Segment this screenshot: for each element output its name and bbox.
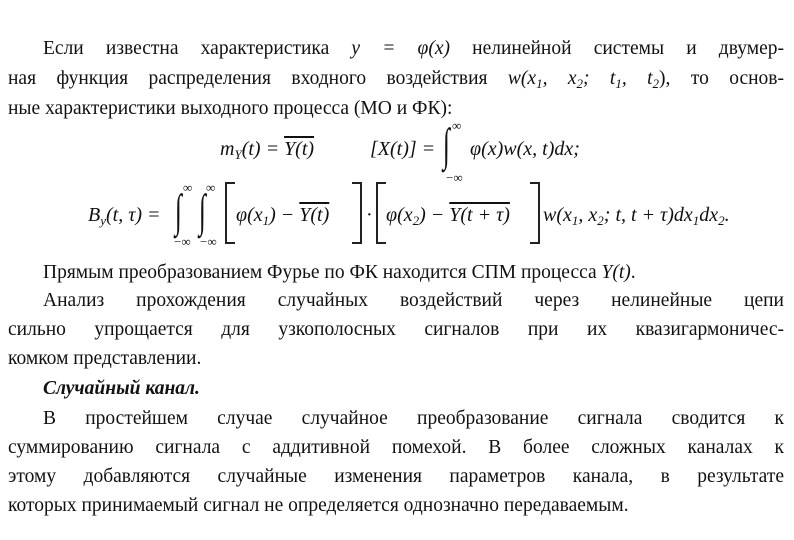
formula-inline: $w(x_1$, $x_2$; $t_1$, $t_2$ [507,68,660,91]
factor2: $\varphi(x_2) - Y(t + \tau)$ [386,204,510,228]
text: Если известна характеристика [43,38,330,59]
integral-upper-limit: ∞ [452,118,462,133]
integral-lower-limit: −∞ [446,170,463,185]
text: ная функция распределения входного воздействия [8,68,488,89]
formula-inline: Y(t) [601,262,631,283]
paragraph4-line4: которых принимаемый сигнал не определяется однозначно передаваемым. [8,495,629,516]
section-heading: Случайный канал. [43,378,200,399]
paragraph3-line1: Анализ прохождения случайных воздействий через нелинейные цепи [43,290,784,311]
factor1: $\varphi(x_1) - Y(t)$ [236,204,330,228]
formula2-tail: $w(x_1$, $x_2$; t, $t + \tau)dx_1dx_2$. [543,204,730,228]
formula1-bracket: [X(t)] = [370,138,436,160]
formula2-lhs: $B_y(t$, τ) = [88,204,161,228]
text: нелинейной системы и двумер- [472,38,785,59]
formula1-lhs: $m_Y(t) = Y(t)$ [220,138,315,162]
integral2-lower-limit: −∞ [200,234,217,249]
paragraph4-line2: суммированию сигнала с аддитивной помехой. В более сложных каналах к [8,437,784,458]
integral1-lower-limit: −∞ [174,234,191,249]
right-bracket [530,182,540,244]
integral1-sign: ∫ [174,185,182,236]
multiply-dot: · [366,204,373,226]
paragraph4-line1: В простейшем случае случайное преобразование сигнала сводится к [43,408,784,429]
integral-sign: ∫ [442,119,450,170]
left-bracket [225,182,235,244]
formula1-integrand: φ(x)w(x, t)dx; [470,138,580,160]
paragraph4-line3: этому добавляются случайные изменения параметров канала, в результате [8,466,784,487]
integral2-sign: ∫ [198,185,206,236]
paragraph1-line3: ные характеристики выходного процесса (МО и ФК): [8,98,453,119]
formula-inline: y = φ(x) [351,38,450,59]
left-bracket [376,182,386,244]
paragraph3-line2: сильно упрощается для узкополосных сигналов при их квазигармоничес- [8,319,784,340]
paragraph2: Прямым преобразованием Фурье по ФК находится СПМ процесса Y(t). [43,262,636,283]
text: Прямым преобразованием Фурье по ФК находится СПМ процесса [43,262,597,283]
paragraph1-line1 [43,36,784,62]
right-bracket [352,182,362,244]
text: ), то основ- [659,68,785,89]
paragraph1-line2 [8,66,784,97]
integral1-upper-limit: ∞ [183,180,193,195]
paragraph3-line3: комком представлении. [8,348,202,369]
integral2-upper-limit: ∞ [206,180,216,195]
